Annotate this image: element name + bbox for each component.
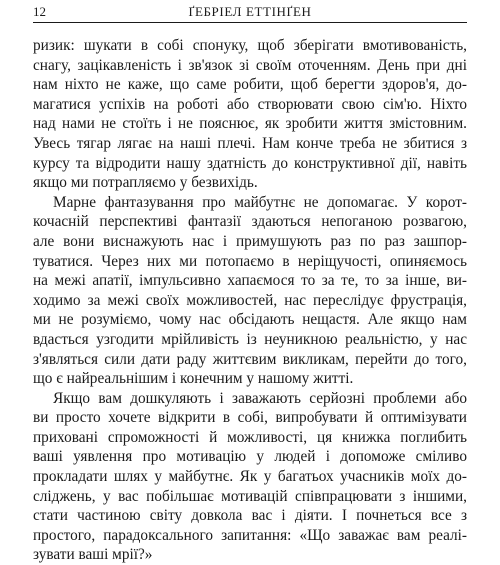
text-line: кочасній перспективі фантазії здаються непоганою розвагою, xyxy=(33,213,467,231)
text-line: ми не розуміємо, чому нас обсідають нещастя. Але якщо нам xyxy=(33,311,467,329)
page-number: 12 xyxy=(33,4,46,19)
text-line: прокладати шлях у майбутнє. Як у багатьох учасників моїх до- xyxy=(33,468,467,486)
text-line: вдасться узгодити мрійливість із неуникною реальністю, у нас xyxy=(33,330,467,348)
text-line: ви просто хочете відкрити в собі, випробувати й оптимізувати xyxy=(33,409,467,427)
text-line: Якщо вам дошкуляють і заважають серйозні проблеми або xyxy=(53,389,467,407)
body-text xyxy=(33,36,467,565)
header-author: ҐЕБРІЕЛ ЕТТІНҐЕН xyxy=(188,4,312,19)
running-head xyxy=(33,4,467,21)
text-line: з'являться сили дати раду життєвим викликам, перейти до того, xyxy=(33,350,467,368)
paragraph-3 xyxy=(33,389,467,565)
text-line: над нами не стоїть і не пояснює, як зробити життя змістовним. xyxy=(33,115,467,133)
text-line: ходимо за межі своїх можливостей, нас переслідує фрустрація, xyxy=(33,291,467,309)
text-line: на межі апатії, імпульсивно хапаємося то за те, то за інше, ви- xyxy=(33,272,467,290)
paragraph-2 xyxy=(33,193,467,389)
text-line: курсу та відродити нашу здатність до конструктивної дії, навіть xyxy=(33,154,467,172)
text-line: Марне фантазування про майбутнє не допомагає. У корот- xyxy=(53,193,467,211)
paragraph-1 xyxy=(33,36,467,193)
text-line: ризик: шукати в собі спонуку, щоб зберігати вмотивованість, xyxy=(33,37,467,54)
text-line: снагу, зацікавленість і зв'язок зі своїм оточенням. День при дні xyxy=(33,56,467,74)
text-line: магатися успіхів на роботі або створювати свою сім'ю. Ніхто xyxy=(33,95,467,113)
text-line: якщо ми потрапляємо у безвихідь. xyxy=(33,174,258,192)
text-line: приховані спроможності й можливості, ця книжка поглибить xyxy=(33,428,467,446)
text-line: туватися. Через них ми потопаємо в неріщучості, опиняємось xyxy=(33,252,467,270)
text-line: простого, парадоксального запитання: «Що заважає вам реалі- xyxy=(33,526,467,544)
text-line: сліджень, у вас побільшає мотивацій співпрацювати з іншими, xyxy=(33,487,467,505)
text-line: зувати ваші мрії?» xyxy=(33,546,153,564)
text-line: ваші уявлення про мотивацію у людей і допоможе сміливо xyxy=(33,448,467,466)
header-rule xyxy=(33,22,467,23)
text-line: що є найреальнішим і конечним у нашому житті. xyxy=(33,370,354,388)
text-line: стати частиною світу довкола вас і діяти. І почнеться все з xyxy=(33,507,467,525)
text-line: але вони виснажують нас і примушують раз по раз зашпор- xyxy=(33,232,467,250)
text-line: Увесь тягар лягає на наші плечі. Нам конче треба не збитися з xyxy=(33,134,467,152)
text-line: нам ніхто не каже, що саме робити, щоб берегти здоров'я, до- xyxy=(33,76,467,94)
